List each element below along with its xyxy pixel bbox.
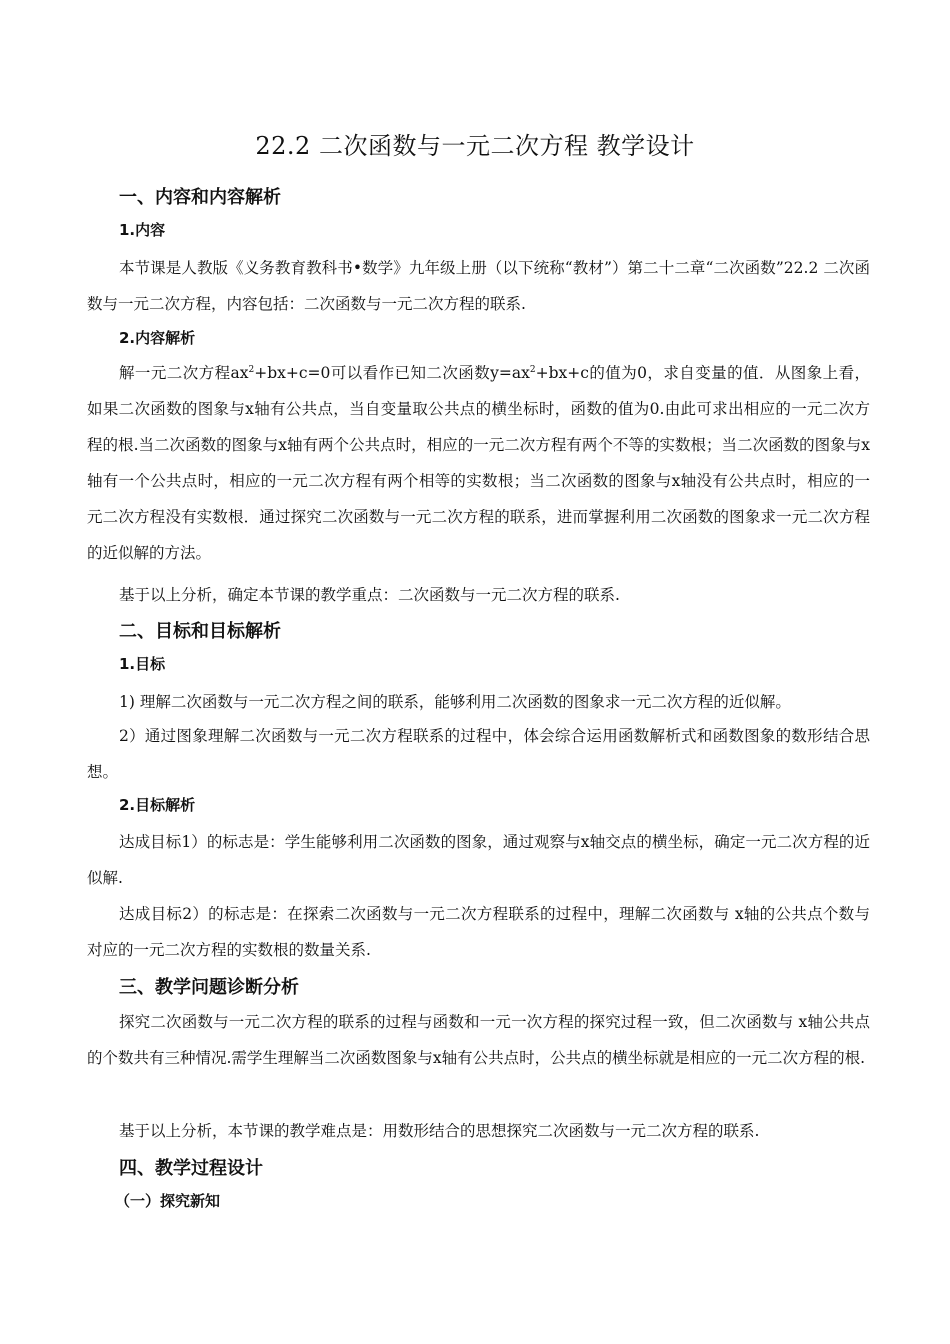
section-heading-2: 二、目标和目标解析 bbox=[119, 621, 281, 642]
paragraph-content-analysis bbox=[87, 355, 870, 571]
section-heading-3: 三、教学问题诊断分析 bbox=[119, 977, 299, 998]
page-title: 22.2 二次函数与一元二次方程 教学设计 bbox=[255, 132, 695, 160]
paragraph-goal-1: 1) 理解二次函数与一元二次方程之间的联系，能够利用二次函数的图象求一元二次方程的近似解。 bbox=[119, 693, 791, 711]
equation-part: 解一元二次方程ax bbox=[119, 364, 249, 382]
paragraph-goal-analysis-2: 达成目标2）的标志是：在探索二次函数与一元二次方程联系的过程中，理解二次函数与 x轴的公共点个数与对应的一元二次方程的实数根的数量关系. bbox=[87, 905, 870, 959]
exponent: 2 bbox=[529, 365, 536, 375]
paragraph-diagnosis: 探究二次函数与一元二次方程的联系的过程与函数和一元一次方程的探究过程一致，但二次函数与 x轴公共点的个数共有三种情况.需学生理解当二次函数图象与x轴有公共点时，公共点的横坐标就是相应的一元二次方程的根. bbox=[87, 1013, 870, 1067]
subheading-content-analysis: 2.内容解析 bbox=[119, 329, 196, 347]
exponent: 2 bbox=[248, 365, 255, 375]
paragraph-goal-analysis-1: 达成目标1）的标志是：学生能够利用二次函数的图象，通过观察与x轴交点的横坐标，确定一元二次方程的近似解. bbox=[87, 833, 870, 887]
subheading-content: 1.内容 bbox=[119, 221, 166, 239]
subheading-goal-analysis: 2.目标解析 bbox=[119, 796, 196, 814]
paragraph-difficulty: 基于以上分析，本节课的教学难点是：用数形结合的思想探究二次函数与一元二次方程的联系. bbox=[119, 1122, 760, 1140]
section-heading-1: 一、内容和内容解析 bbox=[119, 187, 281, 208]
paragraph-content: 本节课是人教版《义务教育教科书•数学》九年级上册（以下统称“教材”）第二十二章“二次函数”22.2 二次函数与一元二次方程，内容包括：二次函数与一元二次方程的联系. bbox=[87, 259, 870, 313]
paragraph-text: +bx+c的值为0，求自变量的值．从图象上看，如果二次函数的图象与x轴有公共点，当自变量取公共点的横坐标时，函数的值为0.由此可求出相应的一元二次方程的根.当二次函数的图象与x轴有两个公共点时，相应的一元二次方程有两个不等的实数根；当二次函数的图象与x轴有一个公共点时，相应的一元二次方程有两个相等的实数根；当二次函数的图象与x轴没有公共点时，相应的一元二次方程没有实数根．通过探究二次函数与一元二次方程的联系，进而掌握利用二次函数的图象求一元二次方程的近似解的方法。 bbox=[87, 364, 871, 562]
paragraph-key-point: 基于以上分析，确定本节课的教学重点：二次函数与一元二次方程的联系. bbox=[119, 586, 620, 604]
section-heading-4: 四、教学过程设计 bbox=[119, 1158, 263, 1179]
subheading-explore: （一）探究新知 bbox=[115, 1192, 221, 1210]
paragraph-goal-2: 2）通过图象理解二次函数与一元二次方程联系的过程中，体会综合运用函数解析式和函数图象的数形结合思想。 bbox=[87, 727, 870, 781]
equation-part: +bx+c=0可以看作已知二次函数y=ax bbox=[254, 364, 530, 382]
subheading-goals: 1.目标 bbox=[119, 655, 166, 673]
